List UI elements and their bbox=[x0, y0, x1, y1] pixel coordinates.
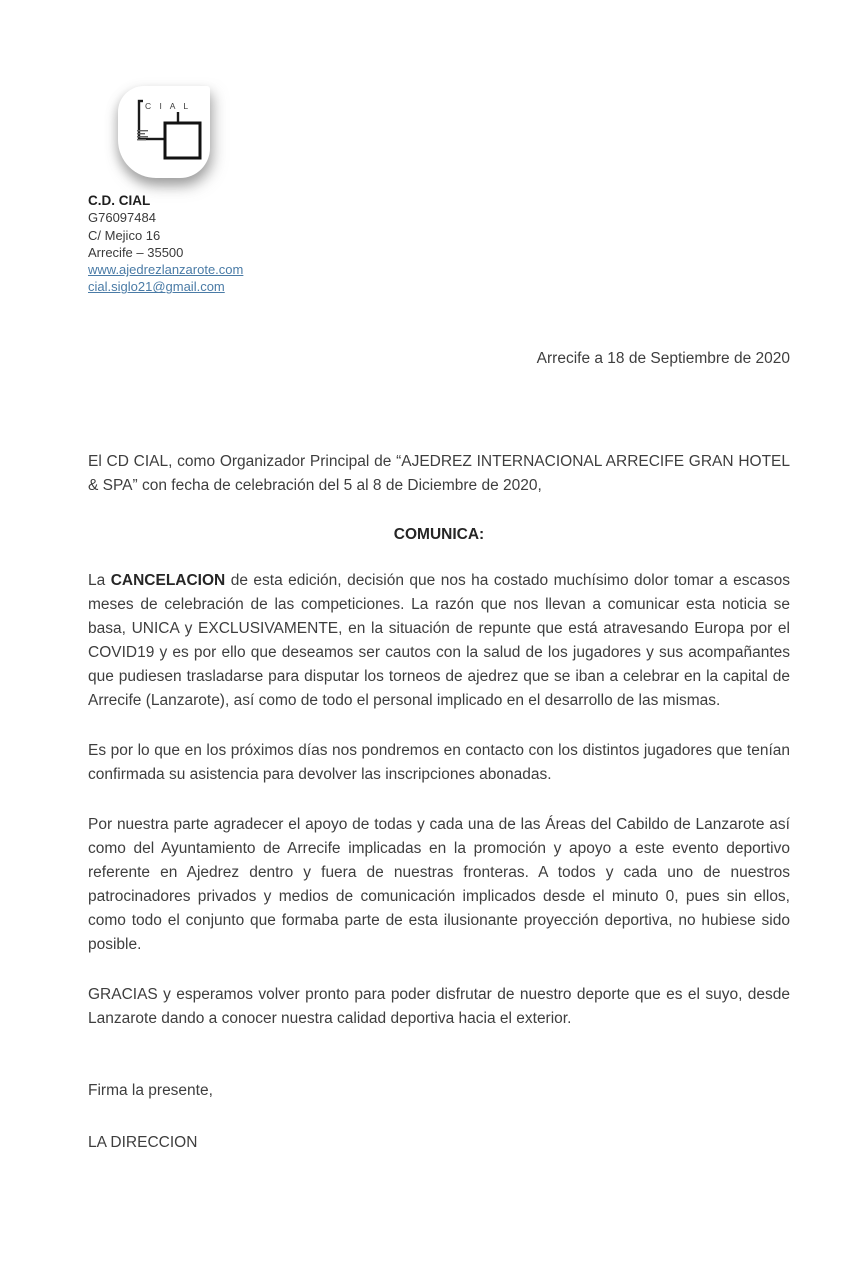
cial-logo-graphic bbox=[118, 86, 210, 178]
p2-bold-word: CANCELACION bbox=[110, 572, 226, 589]
paragraph-farewell: GRACIAS y esperamos volver pronto para poder disfrutar de nuestro deporte que es el suyo, desde Lanzarote dando a conocer nuestra calidad deportiva hacia el exterior. bbox=[88, 986, 790, 1027]
paragraph-thanks-institutions: Por nuestra parte agradecer el apoyo de todas y cada una de las Áreas del Cabildo de Lanzarote así como del Ayuntamiento de Arrecife implicadas en la promoción y apoyo a este evento deportivo referente en Ajedrez dentro y fuera de nuestras fronteras. A todos y cada uno de nuestros patrocinadores privados y medios de comunicación implicados desde el minuto 0, pues sin ellos, como todo el conjunto que formaba parte de esta ilusionante proyección deportiva, no hubiese sido posible. bbox=[88, 816, 790, 953]
heading-comunica: COMUNICA: bbox=[393, 526, 485, 543]
paragraph-refunds: Es por lo que en los próximos días nos pondremos en contacto con los distintos jugadores que tenían confirmada su asistencia para devolver las inscripciones abonadas. bbox=[88, 742, 790, 783]
club-logo bbox=[118, 86, 210, 178]
address-street: C/ Mejico 16 bbox=[88, 227, 161, 243]
p2-prefix: La bbox=[88, 572, 111, 589]
contact-block bbox=[88, 192, 243, 296]
signer-name: LA DIRECCION bbox=[88, 1134, 198, 1151]
paragraph-intro: El CD CIAL, como Organizador Principal de “AJEDREZ INTERNACIONAL ARRECIFE GRAN HOTEL & SPA” con fecha de celebración del 5 al 8 de Diciembre de 2020, bbox=[88, 453, 790, 494]
logo-letters: C I A L bbox=[145, 101, 192, 111]
paragraph-cancellation bbox=[88, 569, 790, 713]
letter-body bbox=[88, 347, 790, 1155]
signature-line: Firma la presente, bbox=[88, 1082, 213, 1099]
org-name: C.D. CIAL bbox=[88, 193, 151, 208]
date-line: Arrecife a 18 de Septiembre de 2020 bbox=[536, 350, 790, 367]
email-link[interactable]: cial.siglo21@gmail.com bbox=[88, 279, 225, 295]
logo-lower-square bbox=[165, 123, 200, 158]
address-city: Arrecife – 35500 bbox=[88, 244, 184, 260]
tax-id: G76097484 bbox=[88, 210, 156, 226]
website-link[interactable]: www.ajedrezlanzarote.com bbox=[88, 262, 244, 278]
p2-rest: de esta edición, decisión que nos ha costado muchísimo dolor tomar a escasos meses de celebración de las competiciones. La razón que nos llevan a comunicar esta noticia se basa, UNICA y EXCLUSIVAMENTE, en la situación de repunte que está atravesando Europa por el COVID19 y es por ello que deseamos ser cautos con la salud de los jugadores y sus acompañantes que pudiesen trasladarse para disputar los torneos de ajedrez que se iban a celebrar en la capital de Arrecife (Lanzarote), así como de todo el personal implicado en el desarrollo de las mismas. bbox=[88, 572, 790, 709]
